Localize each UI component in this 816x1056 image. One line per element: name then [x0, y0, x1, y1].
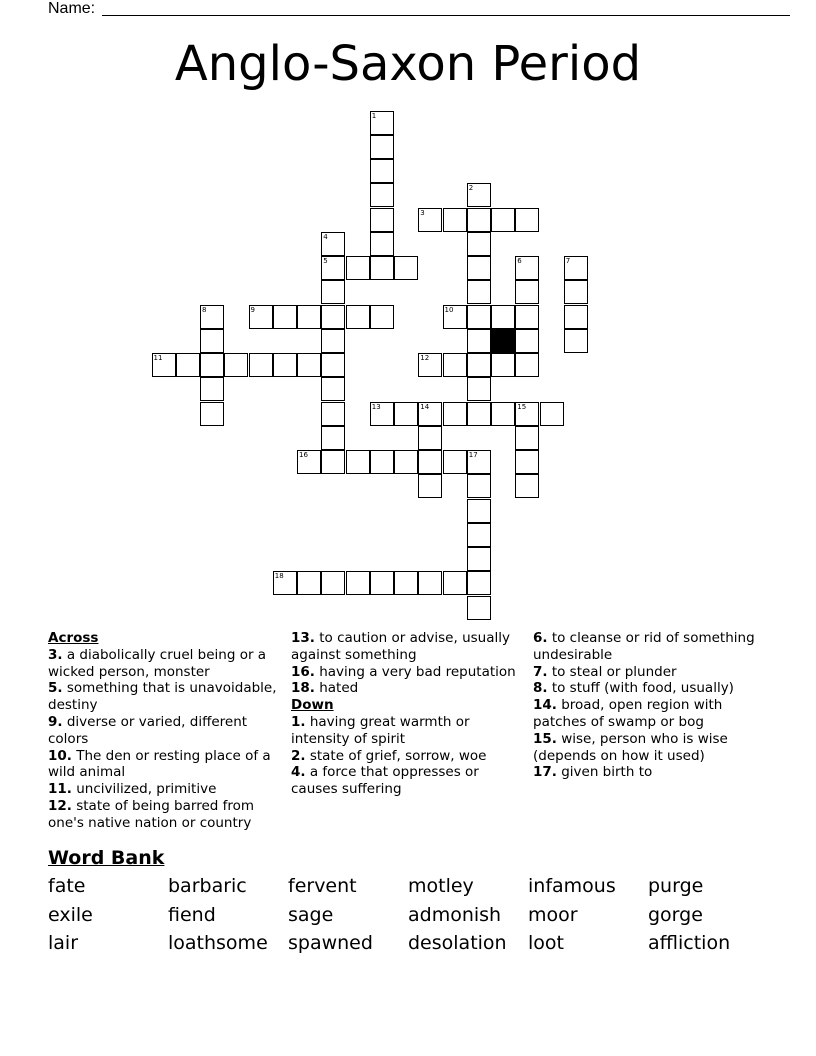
grid-cell[interactable] [467, 499, 491, 523]
clue-number: 7 [565, 257, 571, 265]
clue-item [48, 748, 280, 782]
clue-item-number: 6. [533, 630, 548, 646]
grid-cell[interactable] [370, 232, 394, 256]
grid-cell[interactable] [467, 450, 491, 474]
grid-cell[interactable] [564, 256, 588, 280]
grid-cell[interactable] [273, 353, 297, 377]
grid-cell[interactable] [370, 159, 394, 183]
clue-number: 15 [517, 402, 527, 411]
clue-number: 3 [420, 208, 425, 217]
grid-cell[interactable] [394, 402, 418, 426]
grid-cell[interactable] [394, 571, 418, 595]
grid-cell[interactable] [370, 450, 394, 474]
clue-item-number: 9. [48, 713, 63, 730]
grid-cell[interactable] [467, 402, 491, 426]
clue-item [291, 680, 523, 697]
grid-cell[interactable] [370, 402, 394, 426]
grid-cell[interactable] [321, 280, 345, 304]
grid-cell[interactable] [467, 232, 491, 256]
clue-item [533, 664, 765, 681]
clue-number: 11 [153, 354, 163, 362]
grid-cell[interactable] [370, 111, 394, 135]
word-bank-word: gorge [648, 904, 703, 926]
clue-number: 9 [250, 305, 255, 314]
clue-number: 10 [444, 305, 454, 314]
word-bank-word: exile [48, 904, 93, 926]
grid-cell[interactable] [515, 256, 539, 280]
page-title: Anglo-Saxon Period [174, 36, 642, 92]
grid-cell[interactable] [467, 474, 491, 498]
grid-cell[interactable] [467, 280, 491, 304]
clue-section-heading: Across [48, 630, 99, 646]
clue-item-text: having a very bad reputation [319, 663, 516, 680]
clues-column-1 [48, 630, 280, 832]
grid-cell[interactable] [370, 305, 394, 329]
grid-cell[interactable] [200, 353, 224, 377]
word-bank-word: fiend [168, 904, 216, 926]
clue-item [533, 697, 765, 731]
grid-cell[interactable] [321, 256, 345, 280]
clue-item-number: 13. [291, 630, 315, 646]
word-bank-word: purge [648, 875, 704, 897]
clues-column-2 [291, 630, 523, 798]
grid-cell[interactable] [321, 353, 345, 377]
grid-cell[interactable] [418, 353, 442, 377]
word-bank-word: admonish [408, 904, 502, 926]
grid-cell[interactable] [321, 305, 345, 329]
word-bank-word: spawned [288, 932, 373, 954]
grid-cell[interactable] [515, 329, 539, 353]
grid-cell[interactable] [297, 353, 321, 377]
grid-cell[interactable] [200, 377, 224, 401]
clue-number: 12 [420, 354, 430, 362]
clue-item [48, 714, 280, 748]
grid-cell[interactable] [394, 450, 418, 474]
name-field[interactable] [48, 0, 748, 18]
grid-cell[interactable] [321, 377, 345, 401]
clue-item [291, 764, 523, 798]
grid-cell[interactable] [249, 305, 273, 329]
clue-item-text: something that is unavoidable, destiny [48, 680, 277, 714]
clue-number: 2 [468, 184, 474, 193]
grid-cell[interactable] [273, 571, 297, 595]
clue-number: 18 [274, 572, 284, 581]
clue-item-text: a diabolically cruel being or a wicked person, monster [48, 646, 267, 680]
clue-item [533, 680, 765, 697]
clue-item-text: uncivilized, primitive [76, 781, 217, 798]
clue-number: 14 [420, 402, 430, 411]
clue-item-number: 16. [291, 663, 315, 680]
clue-number: 1 [371, 111, 377, 120]
clue-section-heading: Down [291, 697, 334, 714]
clue-item-text: to cleanse or rid of something undesirable [533, 630, 755, 663]
grid-cell[interactable] [491, 402, 515, 426]
grid-cell[interactable] [200, 402, 224, 426]
grid-cell[interactable] [297, 450, 321, 474]
clue-number: 4 [323, 232, 328, 241]
name-label: Name: [48, 0, 96, 17]
clue-item-text: The den or resting place of a wild animal [48, 747, 271, 781]
clue-item [291, 714, 523, 748]
word-bank-word: loot [528, 932, 564, 954]
word-bank-word: sage [288, 904, 334, 926]
clue-item [48, 798, 280, 832]
grid-cell[interactable] [491, 208, 515, 232]
grid-cell[interactable] [370, 208, 394, 232]
grid-cell[interactable] [515, 402, 539, 426]
clue-item-number: 10. [48, 747, 72, 764]
grid-cell[interactable] [467, 305, 491, 329]
grid-cell[interactable] [346, 256, 370, 280]
grid-cell[interactable] [443, 208, 467, 232]
grid-cell[interactable] [467, 353, 491, 377]
grid-cell[interactable] [540, 402, 564, 426]
grid-cell[interactable] [467, 256, 491, 280]
clue-item [48, 647, 280, 681]
word-bank-word: desolation [408, 932, 507, 954]
word-bank-word: motley [408, 875, 474, 897]
clue-item-text: having great warmth or intensity of spirit [291, 713, 470, 747]
grid-cell[interactable] [467, 329, 491, 353]
grid-cell[interactable] [200, 329, 224, 353]
grid-cell[interactable] [515, 208, 539, 232]
grid-cell[interactable] [564, 329, 588, 353]
grid-cell[interactable] [443, 305, 467, 329]
clue-number: 17 [468, 451, 478, 459]
grid-cell[interactable] [515, 426, 539, 450]
grid-cell[interactable] [443, 353, 467, 377]
clue-item-text: broad, open region with patches of swamp or bog [533, 697, 723, 730]
clue-item-number: 18. [291, 680, 315, 697]
grid-cell[interactable] [346, 450, 370, 474]
grid-cell[interactable] [443, 571, 467, 595]
grid-cell[interactable] [467, 377, 491, 401]
grid-cell[interactable] [370, 135, 394, 159]
grid-cell[interactable] [467, 596, 491, 620]
clue-item-text: state of being barred from one's native nation or country [48, 797, 255, 831]
word-bank-word: barbaric [168, 875, 247, 897]
clue-item-text: given birth to [561, 764, 653, 781]
clue-item-text: state of grief, sorrow, woe [309, 747, 487, 764]
grid-cell[interactable] [467, 523, 491, 547]
grid-cell[interactable] [515, 353, 539, 377]
grid-cell[interactable] [467, 208, 491, 232]
word-bank-word: loathsome [168, 932, 268, 954]
grid-cell[interactable] [249, 353, 273, 377]
grid-cell[interactable] [346, 571, 370, 595]
grid-cell[interactable] [443, 450, 467, 474]
clue-item-text: to stuff (with food, usually) [551, 680, 734, 697]
word-bank-word: fervent [288, 875, 357, 897]
clue-item-number: 14. [533, 697, 557, 714]
grid-cell[interactable] [321, 426, 345, 450]
clue-number: 6 [517, 257, 522, 265]
clue-item [533, 731, 765, 765]
word-bank-word: infamous [528, 875, 616, 897]
word-bank-word: fate [48, 875, 86, 897]
grid-cell[interactable] [443, 402, 467, 426]
grid-cell[interactable] [346, 305, 370, 329]
clue-item-number: 8. [533, 680, 548, 697]
word-bank-word: affliction [648, 932, 731, 954]
clue-item-number: 15. [533, 730, 557, 747]
name-underline [102, 15, 790, 16]
clue-item-number: 1. [291, 713, 306, 730]
grid-cell[interactable] [297, 571, 321, 595]
clue-item-number: 17. [533, 764, 557, 781]
clue-item [533, 630, 765, 664]
grid-cell[interactable] [321, 571, 345, 595]
clue-item-text: hated [319, 680, 359, 697]
grid-cell[interactable] [370, 256, 394, 280]
word-bank-title: Word Bank [48, 847, 165, 869]
word-bank-word: lair [48, 932, 79, 954]
clue-item-number: 2. [291, 747, 306, 764]
clue-item-text: diverse or varied, different colors [48, 713, 248, 747]
grid-cell[interactable] [200, 305, 224, 329]
clue-item-text: to steal or plunder [551, 663, 677, 680]
grid-cell[interactable] [321, 329, 345, 353]
clue-item-number: 5. [48, 680, 63, 697]
grid-cell[interactable] [297, 305, 321, 329]
grid-cell[interactable] [491, 353, 515, 377]
grid-cell[interactable] [564, 280, 588, 304]
clue-item [48, 680, 280, 714]
word-bank-word: moor [528, 904, 578, 926]
clue-item-number: 7. [533, 663, 548, 680]
clue-item-number: 11. [48, 781, 72, 798]
clue-item-text: a force that oppresses or causes suffering [291, 764, 479, 798]
clue-number: 5 [323, 257, 328, 265]
clue-item-text: to caution or advise, usually against something [291, 630, 510, 663]
clue-item [291, 664, 523, 681]
grid-cell[interactable] [491, 305, 515, 329]
grid-cell[interactable] [152, 353, 176, 377]
grid-cell[interactable] [467, 547, 491, 571]
grid-cell[interactable] [370, 183, 394, 207]
grid-cell[interactable] [418, 571, 442, 595]
clue-item-number: 12. [48, 797, 72, 814]
grid-cell[interactable] [467, 571, 491, 595]
clue-item [48, 781, 280, 798]
clue-item [291, 748, 523, 765]
grid-cell[interactable] [564, 305, 588, 329]
grid-cell[interactable] [418, 474, 442, 498]
grid-cell[interactable] [321, 402, 345, 426]
clues-column-3 [533, 630, 765, 781]
grid-cell[interactable] [370, 571, 394, 595]
grid-cell[interactable] [418, 208, 442, 232]
grid-cell[interactable] [467, 183, 491, 207]
grid-cell[interactable] [418, 402, 442, 426]
clue-number: 13 [371, 402, 381, 411]
grid-cell[interactable] [394, 256, 418, 280]
grid-cell[interactable] [515, 305, 539, 329]
grid-cell[interactable] [515, 280, 539, 304]
grid-cell[interactable] [515, 450, 539, 474]
clue-number: 8 [202, 305, 207, 314]
grid-cell[interactable] [418, 450, 442, 474]
black-square [491, 329, 515, 353]
clue-item-text: wise, person who is wise (depends on how it used) [533, 730, 728, 764]
grid-cell[interactable] [273, 305, 297, 329]
grid-cell[interactable] [321, 450, 345, 474]
clue-item [533, 764, 765, 781]
clue-number: 16 [299, 451, 308, 459]
grid-cell[interactable] [176, 353, 200, 377]
grid-cell[interactable] [321, 232, 345, 256]
clue-item-number: 3. [48, 646, 63, 663]
grid-cell[interactable] [224, 353, 248, 377]
grid-cell[interactable] [515, 474, 539, 498]
grid-cell[interactable] [418, 426, 442, 450]
clue-item [291, 630, 523, 664]
clue-item-number: 4. [291, 764, 306, 781]
